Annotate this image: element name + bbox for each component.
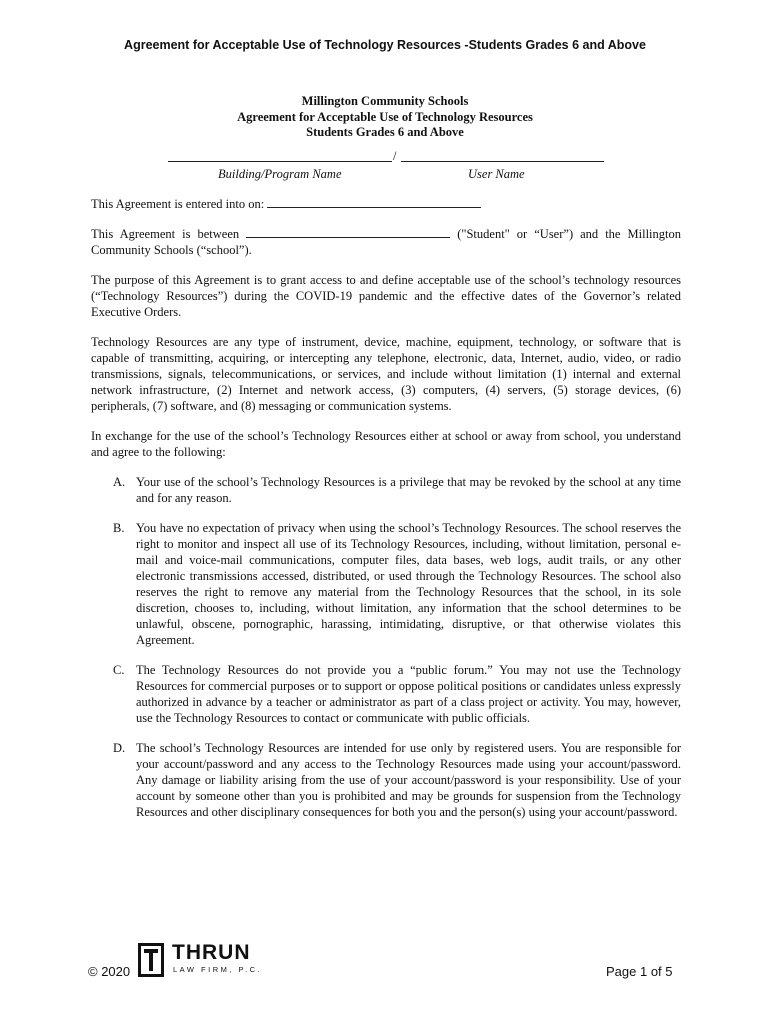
- definition-paragraph: Technology Resources are any type of instrument, device, machine, equipment, technology, or software that is capable of transmitting, acquiring, or intercepting any telephone, electronic, data, Internet, audio, video, or radio transmissions, signals, telecommunications, or services, and include without limitation (1) internal and external network infrastructure, (2) Internet and network access, (3) computers, (4) servers, (5) storage devices, (6) peripherals, (7) software, and (8) messaging or communication systems.: [91, 335, 681, 413]
- list-item-text: The Technology Resources do not provide you a “public forum.” You may not use the Technology Resources for commercial purposes or to support or oppose political positions or candidates unless expressly authorized in advance by a teacher or administrator as part of a class project or activity. You may, however, use the Technology Resources to contact or communicate with public officials.: [136, 663, 681, 725]
- list-item-text: You have no expectation of privacy when using the school’s Technology Resources. The school reserves the right to monitor and inspect all use of its Technology Resources, including, without limitation, personal e-mail and voice-mail communications, computer files, data bases, web logs, audit trails, or any other electronic transmissions accessed, distributed, or used through the Technology Resources. The school also reserves the right to remove any material from the Technology Resources that the school, in its sole discretion, chooses to, including, without limitation, any information that the school determines to be unlawful, obscene, pornographic, harassing, intimidating, disruptive, or that otherwise violates this Agreement.: [136, 521, 681, 647]
- list-item-text: The school’s Technology Resources are intended for use only by registered users. You are responsible for your account/password and any access to the Technology Resources made using your account/password. Any damage or liability arising from the use of your account/password is your responsibility. Use of your account by someone other than you is prohibited and may be grounds for suspension from the Technology Resources and other disciplinary consequences for both you and the person(s) using your account/password.: [136, 741, 681, 819]
- title-grades: Students Grades 6 and Above: [306, 125, 464, 139]
- between-paragraph: [91, 226, 681, 258]
- entered-into-text: This Agreement is entered into on:: [91, 197, 265, 211]
- logo-subtitle: LAW FIRM, P.C.: [173, 965, 263, 974]
- between-prefix: This Agreement is between: [91, 227, 240, 241]
- user-name-line[interactable]: [401, 161, 604, 162]
- building-program-label: Building/Program Name: [218, 167, 342, 181]
- list-marker: A.: [113, 475, 126, 489]
- entered-into-paragraph: [91, 196, 681, 212]
- document-title: [0, 94, 770, 141]
- student-name-blank-line[interactable]: [246, 227, 450, 238]
- list-item-text: Your use of the school’s Technology Resources is a privilege that may be revoked by the school at any time and for any reason.: [136, 475, 681, 505]
- thrun-logo: [138, 943, 268, 983]
- user-name-label: User Name: [468, 167, 525, 181]
- list-marker: B.: [113, 521, 125, 535]
- list-marker: C.: [113, 663, 125, 677]
- signature-block: [168, 150, 604, 183]
- list-item: [91, 520, 681, 648]
- list-marker: D.: [113, 741, 126, 755]
- title-agreement: Agreement for Acceptable Use of Technology Resources: [237, 109, 533, 124]
- page-header: Agreement for Acceptable Use of Technology Resources -Students Grades 6 and Above: [124, 38, 646, 52]
- page-footer: [0, 940, 770, 990]
- list-item: [91, 662, 681, 726]
- copyright-notice: © 2020: [88, 964, 131, 979]
- page-number: Page 1 of 5: [606, 964, 673, 979]
- title-school: Millington Community Schools: [301, 94, 469, 108]
- logo-name: THRUN: [172, 941, 251, 964]
- between-suffix: ("Student" or “User”) and the Millington Community Schools (“school”).: [91, 227, 681, 257]
- exchange-paragraph: In exchange for the use of the school’s Technology Resources either at school or away from school, you understand and agree to the following:: [91, 429, 681, 459]
- date-blank-line[interactable]: [267, 197, 481, 208]
- slash-separator: /: [393, 149, 397, 163]
- list-item: [91, 740, 681, 820]
- agreement-body: [91, 196, 681, 834]
- list-item: [91, 474, 681, 506]
- terms-list: [91, 474, 681, 820]
- logo-t-icon: [138, 943, 164, 977]
- purpose-paragraph: The purpose of this Agreement is to grant access to and define acceptable use of the school’s technology resources (“Technology Resources”) during the COVID-19 pandemic and the effective dates of the Governor’s related Executive Orders.: [91, 273, 681, 319]
- building-name-line[interactable]: [168, 161, 392, 162]
